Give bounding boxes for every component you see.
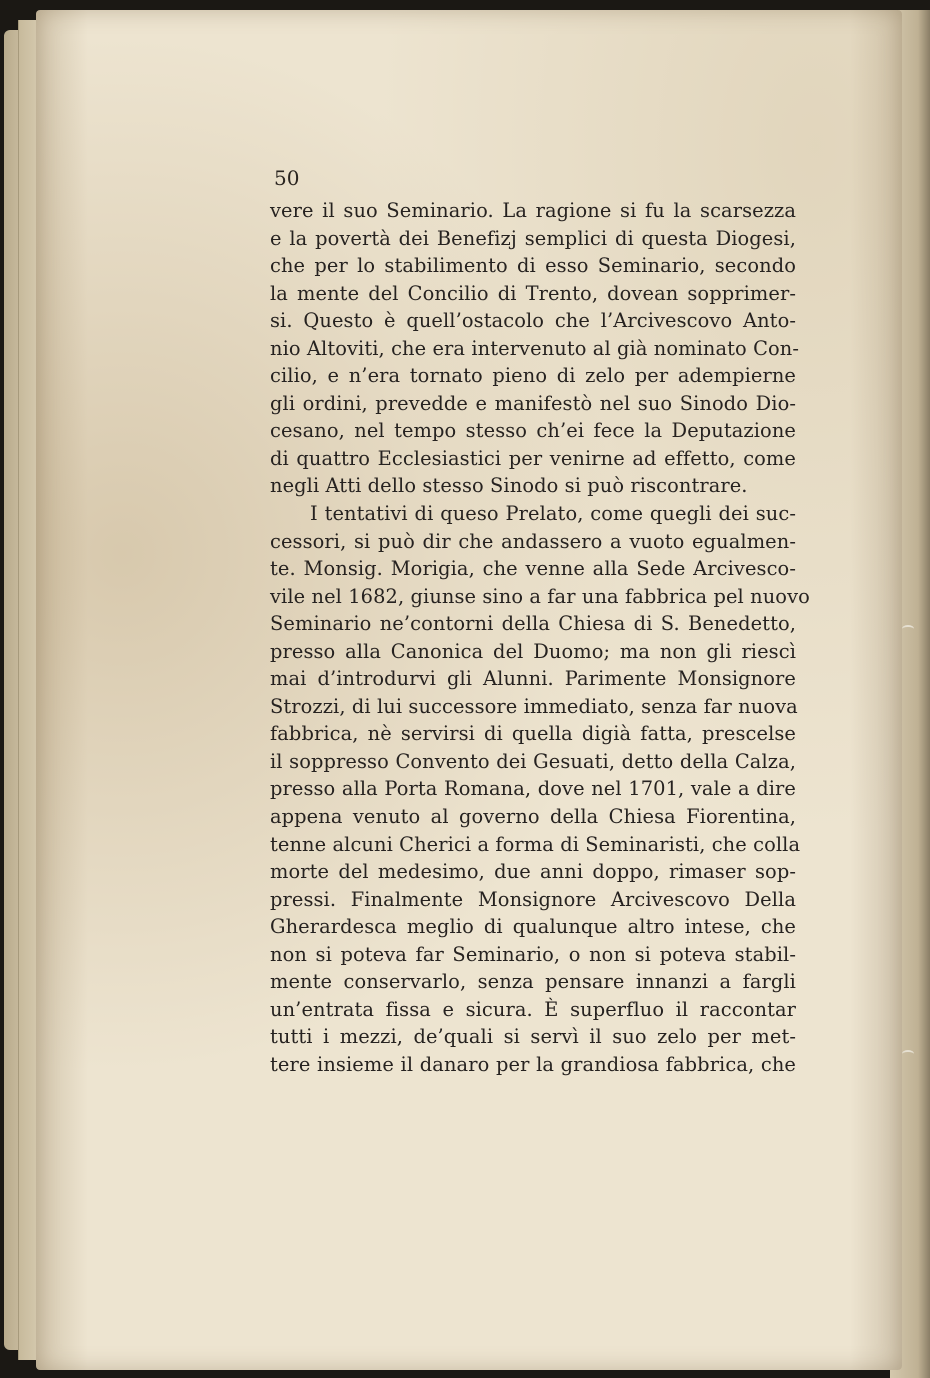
text-line: fabbrica, nè servirsi di quella digià fatta, prescelse (270, 722, 796, 746)
text-line: si. Questo è quell’ostacolo che l’Arcivescovo Anto- (270, 309, 796, 333)
page-number: 50 (274, 166, 300, 190)
text-line: tenne alcuni Cherici a forma di Seminaristi, che colla (270, 832, 801, 856)
binding-thread (902, 1050, 914, 1058)
text-line: cesano, nel tempo stesso ch’ei fece la Deputazione (270, 419, 796, 443)
text-line: e la povertà dei Benefizj semplici di questa Diogesi, (270, 226, 796, 250)
text-line: il soppresso Convento dei Gesuati, detto della Calza, (270, 749, 796, 773)
text-line: te. Monsig. Morigia, che venne alla Sede Arcivesco- (270, 557, 796, 581)
text-line: tutti i mezzi, de’quali si servì il suo zelo per met- (270, 1025, 796, 1049)
text-line: mai d’introdurvi gli Alunni. Parimente Monsignore (270, 667, 796, 691)
text-line: non si poteva far Seminario, o non si poteva stabil- (270, 942, 796, 966)
text-line: appena venuto al governo della Chiesa Fiorentina, (270, 805, 796, 829)
text-line: I tentativi di queso Prelato, come quegli dei suc- (310, 502, 796, 526)
text-line: vile nel 1682, giunse sino a far una fabbrica pel nuovo (270, 584, 810, 608)
text-line: un’entrata fissa e sicura. È superfluo il raccontar (270, 997, 796, 1021)
text-line: di quattro Ecclesiastici per venirne ad effetto, come (270, 446, 796, 470)
text-line: nio Altoviti, che era intervenuto al già nominato Con- (270, 336, 800, 360)
text-line: pressi. Finalmente Monsignore Arcivescovo Della (270, 887, 796, 911)
text-line: tere insieme il danaro per la grandiosa fabbrica, che (270, 1052, 796, 1076)
text-line: Seminario ne’contorni della Chiesa di S. Benedetto, (270, 612, 796, 636)
text-line: cessori, si può dir che andassero a vuoto egualmen- (270, 529, 796, 553)
text-line: morte del medesimo, due anni doppo, rimaser sop- (270, 860, 796, 884)
text-line: gli ordini, prevedde e manifestò nel suo Sinodo Dio- (270, 391, 796, 415)
text-line: presso alla Porta Romana, dove nel 1701, vale a dire (270, 777, 796, 801)
text-line: Gherardesca meglio di qualunque altro intese, che (270, 915, 796, 939)
text-line: presso alla Canonica del Duomo; ma non gli riescì (270, 639, 796, 663)
text-line: la mente del Concilio di Trento, dovean sopprimer- (270, 281, 796, 305)
text-line: mente conservarlo, senza pensare innanzi a fargli (270, 970, 796, 994)
text-line: Strozzi, di lui successore immediato, senza far nuova (270, 694, 798, 718)
body-text (270, 197, 810, 1079)
text-line: che per lo stabilimento di esso Seminario, secondo (270, 254, 796, 278)
text-line: negli Atti dello stesso Sinodo si può riscontrare. (270, 474, 748, 498)
text-line: cilio, e n’era tornato pieno di zelo per adempierne (270, 364, 796, 388)
text-line: vere il suo Seminario. La ragione si fu la scarsezza (270, 199, 796, 222)
binding-thread (902, 625, 914, 633)
